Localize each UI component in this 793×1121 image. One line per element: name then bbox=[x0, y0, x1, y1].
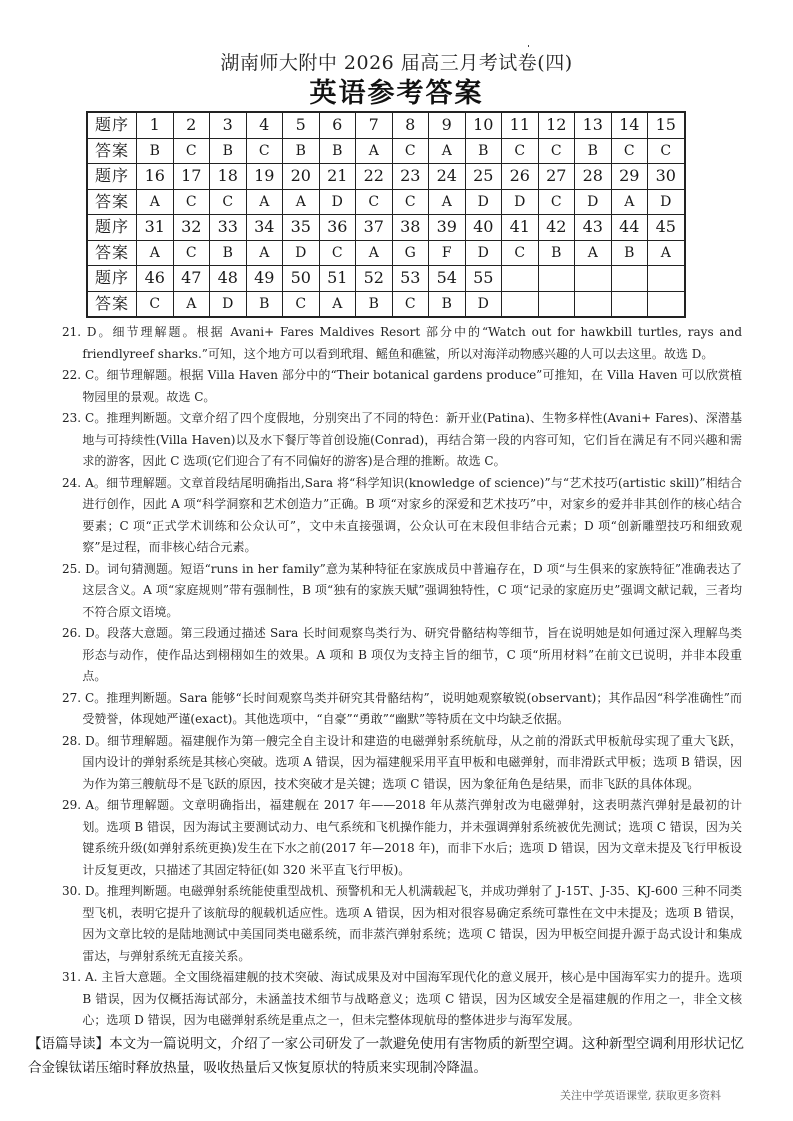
row-header-number: 题序 bbox=[87, 215, 137, 241]
explanation-item: 24. A。细节理解题。文章首段结尾明确指出,Sara 将“科学知识(knowledge of science)”与“艺术技巧(artistic skill)”相结合进行创作，因此 A 项“科学洞察和艺术创造力”正确。B 项“对家乡的深爱和艺术技巧”中，对家乡的爱并非其创作的核心结合要素；C 项“正式学术训练和公众认可”，文中未直接强调，公众认可在末段但非结合元素；D 项“创新雕塑技巧和细致观察”是过程，而非核心结合元素。 bbox=[62, 475, 742, 554]
answer-cell: A bbox=[356, 138, 393, 164]
explanation-item: 22. C。细节理解题。根据 Villa Haven 部分中的“Their botanical gardens produce”可推知，在 Villa Haven 可以欣赏植物园里的景观。故选 C。 bbox=[62, 368, 742, 404]
answer-cell: B bbox=[356, 291, 393, 317]
question-number-cell: 21 bbox=[319, 164, 356, 190]
answer-cell: C bbox=[538, 189, 575, 215]
answer-cell: A bbox=[283, 189, 320, 215]
question-number-cell: 31 bbox=[137, 215, 174, 241]
answer-cell: C bbox=[173, 138, 210, 164]
question-number-cell: 15 bbox=[648, 112, 685, 138]
question-number-row bbox=[87, 164, 685, 190]
answer-cell: C bbox=[319, 240, 356, 266]
answer-cell bbox=[648, 291, 685, 317]
question-number-cell: 17 bbox=[173, 164, 210, 190]
question-number-cell: 29 bbox=[611, 164, 648, 190]
answer-cell: A bbox=[356, 240, 393, 266]
answer-cell: A bbox=[429, 189, 466, 215]
answer-cell: B bbox=[575, 138, 612, 164]
answer-cell: B bbox=[137, 138, 174, 164]
answer-row bbox=[87, 291, 685, 317]
question-number-cell: 40 bbox=[465, 215, 502, 241]
answer-cell: D bbox=[465, 189, 502, 215]
answer-cell: D bbox=[465, 240, 502, 266]
answer-cell: G bbox=[392, 240, 429, 266]
answer-cell: C bbox=[611, 138, 648, 164]
answer-cell: C bbox=[392, 138, 429, 164]
answer-cell: C bbox=[502, 138, 539, 164]
answer-cell: D bbox=[283, 240, 320, 266]
question-number-cell: 46 bbox=[137, 266, 174, 292]
question-number-cell: 20 bbox=[283, 164, 320, 190]
question-number-cell bbox=[648, 266, 685, 292]
question-number-cell: 25 bbox=[465, 164, 502, 190]
question-number-cell: 23 bbox=[392, 164, 429, 190]
question-number-cell: 10 bbox=[465, 112, 502, 138]
question-number-cell: 44 bbox=[611, 215, 648, 241]
question-number-cell: 28 bbox=[575, 164, 612, 190]
question-number-cell: 19 bbox=[246, 164, 283, 190]
answer-cell bbox=[502, 291, 539, 317]
question-number-cell: 27 bbox=[538, 164, 575, 190]
answer-cell: B bbox=[611, 240, 648, 266]
explanation-item: 21. D。细节理解题。根据 Avani+ Fares Maldives Resort 部分中的“Watch out for hawkbill turtles, rays and friendlyreef sharks.”可知，这个地方可以看到玳瑁、鳐鱼和礁鲨，所以对海洋动物感兴趣的人可以去这里。故选 D。 bbox=[62, 325, 742, 361]
answer-row bbox=[87, 189, 685, 215]
answer-cell: C bbox=[356, 189, 393, 215]
answer-cell: F bbox=[429, 240, 466, 266]
answer-cell: C bbox=[210, 189, 247, 215]
answer-cell: B bbox=[538, 240, 575, 266]
question-number-cell bbox=[575, 266, 612, 292]
question-number-cell: 3 bbox=[210, 112, 247, 138]
answer-cell: C bbox=[283, 291, 320, 317]
explanation-item: 26. D。段落大意题。第三段通过描述 Sara 长时间观察鸟类行为、研究骨骼结构等细节，旨在说明她是如何通过深入理解鸟类形态与动作，使作品达到栩栩如生的效果。A 项和 B 项仅为支持主旨的细节，C 项“所用材料”在前文已说明，并非本段重点。 bbox=[62, 626, 742, 683]
answer-cell: A bbox=[611, 189, 648, 215]
answer-cell: B bbox=[429, 291, 466, 317]
answer-cell: D bbox=[575, 189, 612, 215]
answer-cell: C bbox=[648, 138, 685, 164]
question-number-cell bbox=[538, 266, 575, 292]
question-number-cell: 5 bbox=[283, 112, 320, 138]
question-number-cell: 12 bbox=[538, 112, 575, 138]
answer-cell: C bbox=[246, 138, 283, 164]
question-number-cell: 13 bbox=[575, 112, 612, 138]
question-number-cell: 26 bbox=[502, 164, 539, 190]
answer-cell: B bbox=[465, 138, 502, 164]
explanation-item: 25. D。词句猜测题。短语“runs in her family”意为某种特征在家族成员中普遍存在，D 项“与生俱来的家族特征”准确表达了这层含义。A 项“家庭规则”带有强制性，B 项“独有的家族天赋”强调独特性，C 项“记录的家庭历史”强调文献记载，三者均不符合原文语境。 bbox=[62, 561, 742, 619]
question-number-cell: 4 bbox=[246, 112, 283, 138]
answer-row bbox=[87, 240, 685, 266]
answer-cell: A bbox=[648, 240, 685, 266]
reading-guide-label: 【语篇导读】 bbox=[28, 1035, 110, 1052]
answer-cell: B bbox=[319, 138, 356, 164]
answer-cell bbox=[575, 291, 612, 317]
question-number-row bbox=[87, 266, 685, 292]
question-number-cell: 47 bbox=[173, 266, 210, 292]
reading-guide bbox=[28, 1032, 744, 1080]
answer-cell: A bbox=[173, 291, 210, 317]
answer-table-wrapper bbox=[86, 111, 793, 318]
answer-cell bbox=[538, 291, 575, 317]
answer-cell: A bbox=[319, 291, 356, 317]
answer-cell: D bbox=[210, 291, 247, 317]
question-number-cell: 48 bbox=[210, 266, 247, 292]
answer-cell: D bbox=[648, 189, 685, 215]
question-number-cell: 52 bbox=[356, 266, 393, 292]
question-number-cell: 22 bbox=[356, 164, 393, 190]
question-number-cell: 45 bbox=[648, 215, 685, 241]
explanations-section bbox=[62, 322, 742, 1032]
reading-guide-text: 本文为一篇说明文，介绍了一家公司研发了一款避免使用有害物质的新型空调。这种新型空调利用形状记忆合金镍钛诺压缩时释放热量，吸收热量后又恢复原状的特质来实现制冷降温。 bbox=[28, 1035, 745, 1076]
answer-cell: C bbox=[538, 138, 575, 164]
answer-cell: B bbox=[210, 138, 247, 164]
question-number-cell: 49 bbox=[246, 266, 283, 292]
answer-table bbox=[86, 111, 686, 318]
question-number-cell: 41 bbox=[502, 215, 539, 241]
question-number-cell bbox=[502, 266, 539, 292]
question-number-cell: 32 bbox=[173, 215, 210, 241]
question-number-cell: 33 bbox=[210, 215, 247, 241]
question-number-cell: 39 bbox=[429, 215, 466, 241]
explanation-item: 28. D。细节理解题。福建舰作为第一艘完全自主设计和建造的电磁弹射系统航母，从之前的滑跃式甲板航母实现了重大飞跃，国内设计的弹射系统是其核心突破。选项 A 错误，因为福建舰采用平直甲板和电磁弹射，而非滑跃式甲板；选项 B 错误，因为作为第三艘航母不是飞跃的原因，技术突破才是关键；选项 C 错误，因为象征角色是结果，而非飞跃的具体体现。 bbox=[62, 733, 742, 791]
question-number-cell: 7 bbox=[356, 112, 393, 138]
question-number-cell: 2 bbox=[173, 112, 210, 138]
answer-cell: D bbox=[502, 189, 539, 215]
row-header-number: 题序 bbox=[87, 112, 137, 138]
row-header-number: 题序 bbox=[87, 164, 137, 190]
question-number-cell: 6 bbox=[319, 112, 356, 138]
question-number-cell: 34 bbox=[246, 215, 283, 241]
question-number-cell: 43 bbox=[575, 215, 612, 241]
question-number-row bbox=[87, 112, 685, 138]
answer-cell: C bbox=[502, 240, 539, 266]
question-number-cell: 38 bbox=[392, 215, 429, 241]
question-number-cell: 24 bbox=[429, 164, 466, 190]
answer-cell: B bbox=[283, 138, 320, 164]
row-header-answer: 答案 bbox=[87, 189, 137, 215]
answer-cell bbox=[611, 291, 648, 317]
answer-row bbox=[87, 138, 685, 164]
row-header-answer: 答案 bbox=[87, 291, 137, 317]
answer-cell: C bbox=[173, 240, 210, 266]
question-number-cell: 35 bbox=[283, 215, 320, 241]
answer-cell: D bbox=[319, 189, 356, 215]
row-header-number: 题序 bbox=[87, 266, 137, 292]
question-number-cell: 50 bbox=[283, 266, 320, 292]
answer-cell: C bbox=[392, 189, 429, 215]
page-title: 湖南师大附中 2026 届高三月考试卷(四) bbox=[220, 52, 573, 74]
question-number-row bbox=[87, 215, 685, 241]
question-number-cell: 9 bbox=[429, 112, 466, 138]
question-number-cell: 42 bbox=[538, 215, 575, 241]
answer-cell: A bbox=[137, 189, 174, 215]
page-subtitle: 英语参考答案 bbox=[309, 78, 484, 109]
explanation-item: 29. A。细节理解题。文章明确指出，福建舰在 2017 年——2018 年从蒸汽弹射改为电磁弹射，这表明蒸汽弹射是最初的计划。选项 B 错误，因为海试主要测试动力、电气系统和飞机操作能力，并未强调弹射系统被优先测试；选项 C 错误，因为关键系统升级(如弹射系统更换)发生在下水之前(2017 年—2018 年)，而非下水后；选项 D 错误，因为文章未提及飞行甲板设计反复更改，只描述了其固定特征(如 320 米平直飞行甲板)。 bbox=[62, 798, 742, 877]
question-number-cell: 37 bbox=[356, 215, 393, 241]
answer-cell: C bbox=[392, 291, 429, 317]
question-number-cell: 14 bbox=[611, 112, 648, 138]
answer-cell: C bbox=[173, 189, 210, 215]
question-number-cell: 53 bbox=[392, 266, 429, 292]
answer-cell: C bbox=[137, 291, 174, 317]
stray-dot-mark bbox=[528, 45, 529, 47]
answer-cell: B bbox=[246, 291, 283, 317]
question-number-cell: 1 bbox=[137, 112, 174, 138]
answer-cell: A bbox=[429, 138, 466, 164]
answer-cell: A bbox=[246, 189, 283, 215]
question-number-cell: 18 bbox=[210, 164, 247, 190]
answer-cell: A bbox=[246, 240, 283, 266]
explanation-item: 23. C。推理判断题。文章介绍了四个度假地，分别突出了不同的特色：新开业(Patina)、生物多样性(Avani+ Fares)、深潜基地与可持续性(Villa Haven)以及水下餐厅等首创设施(Conrad)，再结合第一段的内容可知，它们旨在满足有不同兴趣和需求的游客，因此 C 选项(它们迎合了有不同偏好的游客)是合理的推断。故选 C。 bbox=[62, 411, 742, 468]
question-number-cell: 55 bbox=[465, 266, 502, 292]
footer-note: 关注中学英语课堂, 获取更多资料 bbox=[560, 1088, 721, 1102]
answer-cell: B bbox=[210, 240, 247, 266]
question-number-cell: 11 bbox=[502, 112, 539, 138]
answer-cell: A bbox=[575, 240, 612, 266]
question-number-cell: 30 bbox=[648, 164, 685, 190]
question-number-cell: 36 bbox=[319, 215, 356, 241]
question-number-cell: 16 bbox=[137, 164, 174, 190]
row-header-answer: 答案 bbox=[87, 138, 137, 164]
explanation-item: 27. C。推理判断题。Sara 能够“长时间观察鸟类并研究其骨骼结构”，说明她观察敏锐(observant)；其作品因“科学准确性”而受赞誉，体现她严谨(exact)。其他选项中，“自豪”“勇敢”“幽默”等特质在文中均缺乏依据。 bbox=[62, 690, 742, 726]
answer-cell: A bbox=[137, 240, 174, 266]
explanation-item: 31. A. 主旨大意题。全文围绕福建舰的技术突破、海试成果及对中国海军现代化的意义展开，核心是中国海军实力的提升。选项 B 错误，因为仅概括海试部分，未涵盖技术细节与战略意义；选项 C 错误，因为区域安全是福建舰的作用之一，非全文核心；选项 D 错误，因为电磁弹射系统是重点之一，但未完整体现航母的整体进步与海军发展。 bbox=[62, 970, 742, 1027]
row-header-answer: 答案 bbox=[87, 240, 137, 266]
question-number-cell: 54 bbox=[429, 266, 466, 292]
answer-cell: D bbox=[465, 291, 502, 317]
question-number-cell: 8 bbox=[392, 112, 429, 138]
explanation-item: 30. D。推理判断题。电磁弹射系统能使重型战机、预警机和无人机满载起飞，并成功弹射了 J-15T、J-35、KJ-600 三种不同类型飞机，表明它提升了该航母的舰载机适应性。选项 A 错误，因为相对很容易确定系统可靠性在文中未提及；选项 B 错误，因为文章比较的是陆地测试中美国同类电磁系统，而非蒸汽弹射系统；选项 C 错误，因为甲板空间提升源于岛式设计和集成雷达，与弹射系统无直接关系。 bbox=[62, 884, 742, 963]
question-number-cell: 51 bbox=[319, 266, 356, 292]
question-number-cell bbox=[611, 266, 648, 292]
